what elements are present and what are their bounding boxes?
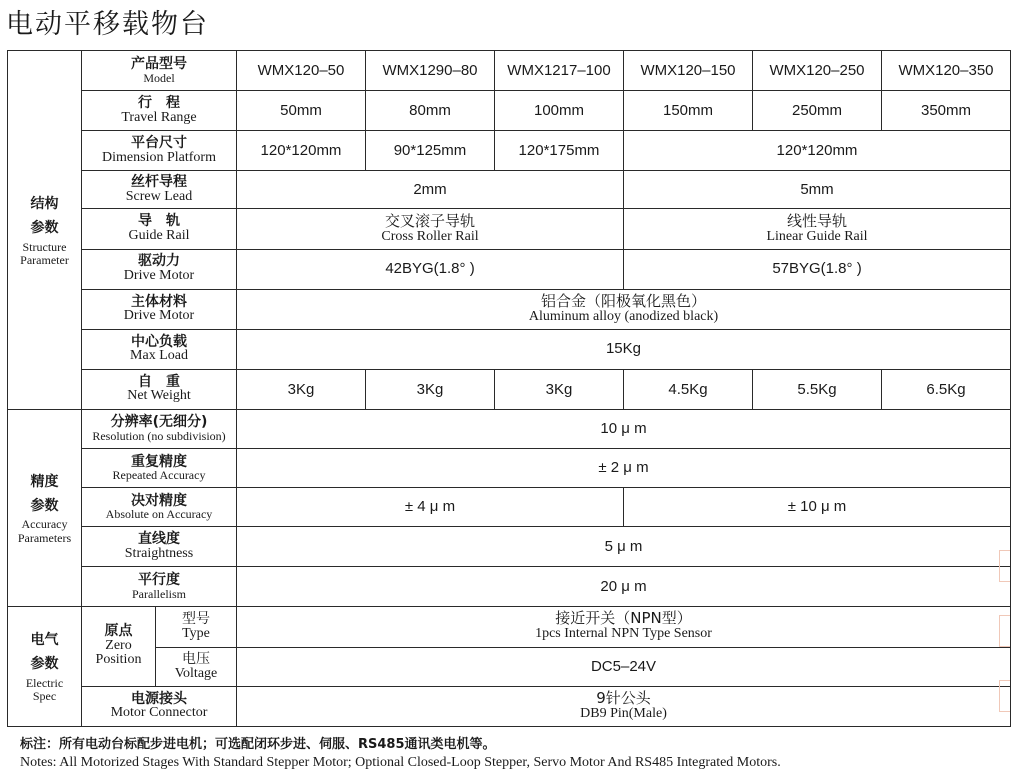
type-cell: 接近开关（NPN型） 1pcs Internal NPN Type Sensor — [237, 606, 1011, 647]
edge-decoration — [999, 680, 1010, 712]
load-cell: 15Kg — [237, 329, 1011, 369]
dimension-cell: 120*120mm — [237, 131, 366, 171]
motor-cell: 42BYG(1.8° ) — [237, 249, 624, 289]
edge-decoration — [999, 550, 1010, 582]
absolute-cell: ± 4 μ m — [237, 488, 624, 527]
model-cell: WMX120–350 — [882, 51, 1011, 91]
material-cell: 铝合金（阳极氧化黑色） Aluminum alloy (anodized black) — [237, 289, 1011, 329]
model-cell: WMX1290–80 — [366, 51, 495, 91]
row-label-resolution: 分辨率(无细分) Resolution (no subdivision) — [82, 409, 237, 448]
group-structure: 结构 参数 Structure Parameter — [8, 51, 82, 410]
notes — [20, 733, 1000, 771]
travel-cell: 80mm — [366, 91, 495, 131]
table-row — [8, 606, 1011, 647]
row-label-voltage: 电压 Voltage — [156, 647, 237, 686]
group-accuracy: 精度 参数 Accuracy Parameters — [8, 409, 82, 606]
weight-cell: 5.5Kg — [753, 369, 882, 409]
row-label-model: 产品型号 Model — [82, 51, 237, 91]
row-label-load: 中心负载 Max Load — [82, 329, 237, 369]
travel-cell: 350mm — [882, 91, 1011, 131]
row-label-absolute: 决对精度 Absolute on Accuracy — [82, 488, 237, 527]
row-label-connector: 电源接头 Motor Connector — [82, 686, 237, 726]
row-label-type: 型号 Type — [156, 606, 237, 647]
weight-cell: 3Kg — [495, 369, 624, 409]
rail-cell: 交叉滚子导轨 Cross Roller Rail — [237, 209, 624, 249]
lead-cell: 5mm — [624, 171, 1011, 209]
travel-cell: 100mm — [495, 91, 624, 131]
weight-cell: 6.5Kg — [882, 369, 1011, 409]
table-row — [8, 171, 1011, 209]
row-label-travel: 行 程 Travel Range — [82, 91, 237, 131]
dimension-cell: 120*120mm — [624, 131, 1011, 171]
dimension-cell: 120*175mm — [495, 131, 624, 171]
table-row — [8, 488, 1011, 527]
table-row — [8, 527, 1011, 567]
model-cell: WMX1217–100 — [495, 51, 624, 91]
page-title: 电动平移载物台 — [6, 9, 209, 40]
rail-cell: 线性导轨 Linear Guide Rail — [624, 209, 1011, 249]
straight-cell: 5 μ m — [237, 527, 1011, 567]
row-label-material: 主体材料 Drive Motor — [82, 289, 237, 329]
notes-en: Notes: All Motorized Stages With Standard Stepper Motor; Optional Closed-Loop Stepper, Servo Motor And RS485 Integrated Motors. — [20, 755, 781, 770]
table-row — [8, 647, 1011, 686]
row-label-dimension: 平台尺寸 Dimension Platform — [82, 131, 237, 171]
row-label-motor: 驱动力 Drive Motor — [82, 249, 237, 289]
row-label-weight: 自 重 Net Weight — [82, 369, 237, 409]
row-label-rail: 导 轨 Guide Rail — [82, 209, 237, 249]
table-row — [8, 409, 1011, 448]
table-row — [8, 329, 1011, 369]
table-row — [8, 567, 1011, 606]
table-row — [8, 289, 1011, 329]
resolution-cell: 10 μ m — [237, 409, 1011, 448]
table-row — [8, 686, 1011, 726]
table-row — [8, 209, 1011, 249]
weight-cell: 3Kg — [366, 369, 495, 409]
motor-cell: 57BYG(1.8° ) — [624, 249, 1011, 289]
connector-cell: 9针公头 DB9 Pin(Male) — [237, 686, 1011, 726]
dimension-cell: 90*125mm — [366, 131, 495, 171]
table-row — [8, 249, 1011, 289]
absolute-cell: ± 10 μ m — [624, 488, 1011, 527]
row-label-parallel: 平行度 Parallelism — [82, 567, 237, 606]
travel-cell: 50mm — [237, 91, 366, 131]
row-label-zero: 原点 Zero Position — [82, 606, 156, 686]
weight-cell: 4.5Kg — [624, 369, 753, 409]
row-label-straight: 直线度 Straightness — [82, 527, 237, 567]
spec-table — [7, 50, 1011, 727]
row-label-lead: 丝杆导程 Screw Lead — [82, 171, 237, 209]
table-row — [8, 369, 1011, 409]
model-cell: WMX120–150 — [624, 51, 753, 91]
voltage-cell: DC5–24V — [237, 647, 1011, 686]
model-cell: WMX120–50 — [237, 51, 366, 91]
notes-zh: 标注：所有电动台标配步进电机；可选配闭环步进、伺服、RS485通讯类电机等。 — [20, 737, 496, 752]
travel-cell: 150mm — [624, 91, 753, 131]
table-row — [8, 449, 1011, 488]
model-cell: WMX120–250 — [753, 51, 882, 91]
edge-decoration — [999, 615, 1010, 647]
table-row — [8, 131, 1011, 171]
group-electric: 电气 参数 Electric Spec — [8, 606, 82, 726]
weight-cell: 3Kg — [237, 369, 366, 409]
repeat-cell: ± 2 μ m — [237, 449, 1011, 488]
table-row — [8, 91, 1011, 131]
table-row — [8, 51, 1011, 91]
row-label-repeat: 重复精度 Repeated Accuracy — [82, 449, 237, 488]
parallel-cell: 20 μ m — [237, 567, 1011, 606]
travel-cell: 250mm — [753, 91, 882, 131]
lead-cell: 2mm — [237, 171, 624, 209]
